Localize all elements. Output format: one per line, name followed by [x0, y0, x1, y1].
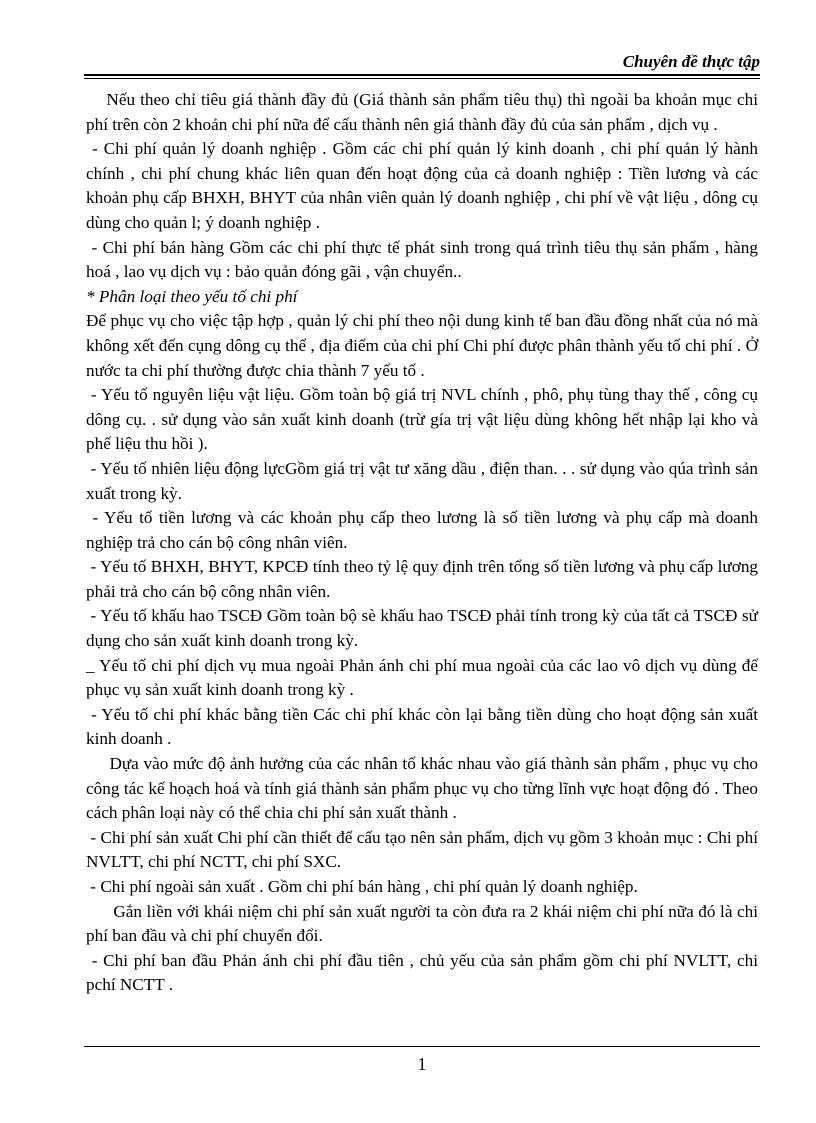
paragraph-initial-cost: - Chi phí ban đầu Phản ánh chi phí đầu tiên , chủ yếu của sản phẩm gồm chi phí NVLTT, chi pchí NCTT . [86, 950, 763, 995]
paragraph-insurance: - Yếu tố BHXH, BHYT, KPCĐ tính theo tỷ lệ quy định trên tổng số tiền lương và phụ cấp lương phải trả cho cán bộ công nhân viên. [86, 557, 763, 601]
paragraph-wages: - Yếu tố tiền lương và các khoản phụ cấp theo lương là số tiền lương và phụ cấp mà doanh nghiệp trả cho cán bộ công nhân viên. [86, 508, 763, 552]
paragraph-selling-cost: - Chi phí bán hàng Gồm các chi phí thực tế phát sinh trong quá trình tiêu thụ sản phẩm , hàng hoá , lao vụ dịch vụ : bảo quản đóng gãi , vận chuyển.. [86, 237, 763, 282]
paragraph-admin-cost: - Chi phí quản lý doanh nghiệp . Gồm các chi phí quản lý kinh doanh , chi phí quản lý hành chính , chi phí chung khác liên quan đến hoạt động của cả doanh nghiệp : Tiền lương và các khoản phụ cấp BHXH, BHYT của nhân viên quản lý doanh nghiệp , chi phí về vật liệu , dông cụ dùng cho quản l; ý doanh nghiệp . [86, 139, 763, 232]
document-body [86, 88, 763, 998]
header-rule [84, 74, 760, 76]
paragraph-other-cash: - Yếu tố chi phí khác bằng tiền Các chi phí khác còn lại bằng tiền dùng cho hoạt động sản xuất kinh doanh . [86, 704, 763, 749]
paragraph-production-cost: - Chi phí sản xuất Chi phí cần thiết để cấu tạo nên sản phẩm, dịch vụ gồm 3 khoản mục : Chi phí NVLTT, chi phí NCTT, chi phí SXC. [86, 827, 763, 872]
paragraph-depreciation: - Yếu tố khấu hao TSCĐ Gồm toàn bộ sè khấu hao TSCĐ phải tính trong kỳ của tất cả TSCĐ sử dụng cho sản xuất kinh doanh trong kỳ. [86, 606, 763, 651]
header-title: Chuyên đề thực tập [622, 52, 760, 71]
footer-rule [84, 1046, 760, 1047]
paragraph-materials: - Yếu tố nguyên liệu vật liệu. Gồm toàn bộ giá trị NVL chính , phô, phụ tùng thay thế , công cụ dông cụ. . sử dụng vào sản xuất kinh doanh (trừ gía trị vật liệu dùng không hết nhập lại kho và phế liệu thu hồi ). [86, 385, 763, 454]
paragraph-concepts: Gắn liền với khái niệm chi phí sản xuất người ta còn đưa ra 2 khái niệm chi phí nữa đó là chi phí ban đầu và chi phí chuyển đổi. [86, 901, 763, 946]
paragraph-classification: Để phục vụ cho việc tập hợp , quản lý chi phí theo nội dung kinh tế ban đầu đồng nhất của nó mà không xết đến cụng dông cụ thể , địa điểm của chi phí Chi phí được phân thành yếu tố chi phí . Ở nước ta chi phí thường được chia thành 7 yếu tố . [86, 311, 758, 380]
paragraph-non-production: - Chi phí ngoài sản xuất . Gồm chi phí bán hàng , chi phí quản lý doanh nghiệp. [86, 877, 638, 896]
paragraph-influence: Dựa vào mức độ ảnh hưởng của các nhân tố khác nhau vào giá thành sản phẩm , phục vụ cho công tác kế hoạch hoá và tính giá thành sản phẩm phục vụ cho từng lĩnh vực hoạt động đó . Theo cách phân loại này có thể chia chi phí sản xuất thành . [86, 754, 763, 823]
paragraph-intro: Nếu theo chỉ tiêu giá thành đầy đủ (Giá thành sản phẩm tiêu thụ) thì ngoài ba khoản mục chi phí trên còn 2 khoản chi phí nữa để cấu thành nên giá thành đầy đủ của sản phẩm , dịch vụ . [86, 90, 763, 134]
section-heading: * Phân loại theo yếu tố chi phí [86, 286, 298, 306]
page-number: 1 [417, 1054, 427, 1074]
paragraph-fuel: - Yếu tố nhiên liệu động lựcGồm giá trị vật tư xăng dầu , điện than. . . sử dụng vào qúa trình sản xuất trong kỳ. [86, 458, 763, 503]
header-rule-thin [84, 78, 760, 79]
paragraph-outsourced: _ Yếu tố chi phí dịch vụ mua ngoài Phản ánh chi phí mua ngoài của các lao vô dịch vụ dùng để phục vụ sản xuất kinh doanh trong kỳ . [86, 655, 763, 700]
page-number-container [0, 1054, 816, 1075]
